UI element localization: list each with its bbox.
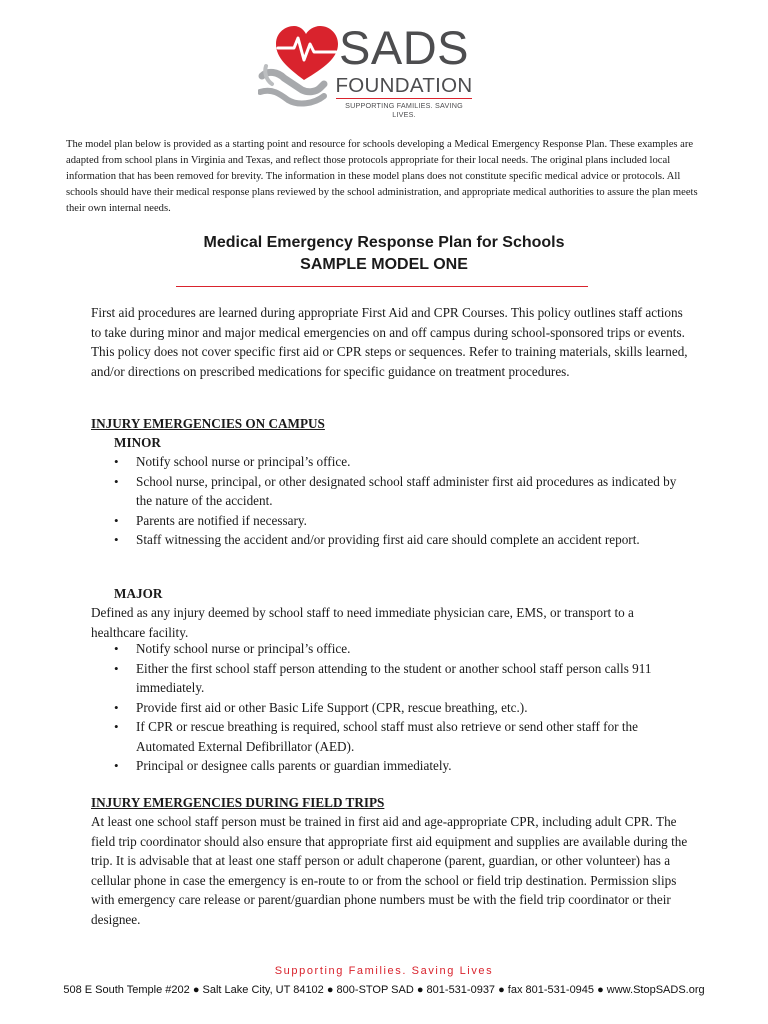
list-item: • School nurse, principal, or other designated school staff administer first aid procedures as indicated by the nature of the accident. xyxy=(114,472,684,511)
list-item: • If CPR or rescue breathing is required, school staff must also retrieve or send other staff for the Automated External Defibrillator (AED). xyxy=(114,717,684,756)
major-heading: MAJOR xyxy=(114,586,163,601)
document-title: Medical Emergency Response Plan for Schools xyxy=(203,234,565,251)
major-definition: Defined as any injury deemed by school staff to need immediate physician care, EMS, or transport to a healthcare facility. xyxy=(91,605,634,640)
list-item: • Notify school nurse or principal’s office. xyxy=(114,452,684,472)
list-item: • Principal or designee calls parents or guardian immediately. xyxy=(114,756,684,776)
opening-paragraph: First aid procedures are learned during appropriate First Aid and CPR Courses. This policy outlines staff actions to take during minor and major medical emergencies on and off campus during school-sponsored trips or events. This policy does not cover specific first aid or CPR steps or sequences. Refer to training materials, skills learned, and/or directions on prescribed medications for specific guidance on treatment procedures. xyxy=(91,305,688,379)
logo-name: SADS xyxy=(339,21,469,74)
title-divider xyxy=(176,286,588,287)
list-item: • Staff witnessing the accident and/or providing first aid care should complete an accident report. xyxy=(114,530,684,550)
field-trip-paragraph: At least one school staff person must be trained in first aid and age-appropriate CPR, including adult CPR. The field trip coordinator should also ensure that appropriate first aid equipment and supplies are available during the trip. It is advisable that at least one staff person or adult chaperone (parent, guardian, or other volunteer) has a cellular phone in case the emergency is en-route to or from the school or field trip destination. Permission slips with emergency care release or parent/guardian phone numbers must be with the field trip coordinator or their designee. xyxy=(91,814,688,927)
list-item: • Parents are notified if necessary. xyxy=(114,511,684,531)
list-item: • Provide first aid or other Basic Life Support (CPR, rescue breathing, etc.). xyxy=(114,698,684,718)
minor-heading: MINOR xyxy=(114,435,161,450)
minor-bullet-list xyxy=(114,452,684,550)
list-item: • Either the first school staff person attending to the student or another school staff person calls 911 immediately. xyxy=(114,659,684,698)
major-bullet-list xyxy=(114,639,684,776)
logo-tagline: SUPPORTING FAMILIES. SAVING LIVES. xyxy=(345,101,463,119)
section-heading-field-trips: INJURY EMERGENCIES DURING FIELD TRIPS xyxy=(91,795,385,810)
intro-paragraph: The model plan below is provided as a starting point and resource for schools developing a Medical Emergency Response Plan. These examples are adapted from school plans in Virginia and Texas, and reflect those protocols appropriate for their local needs. The original plans included local information that has been removed for brevity. The information in these model plans does not constitute specific medical advice or protocols. All schools should have their medical response plans reviewed by the school administration, and appropriate medical authorities to assure the plan meets their own internal needs. xyxy=(66,139,698,214)
sads-logo xyxy=(258,14,474,119)
logo-divider xyxy=(336,98,472,99)
list-item: • Notify school nurse or principal’s office. xyxy=(114,639,684,659)
footer-tagline: Supporting Families. Saving Lives xyxy=(274,965,494,977)
footer-address: 508 E South Temple #202 ● Salt Lake City, UT 84102 ● 800-STOP SAD ● 801-531-0937 ● fax 801-531-0945 ● www.StopSADS.org xyxy=(63,984,705,996)
section-heading-campus: INJURY EMERGENCIES ON CAMPUS xyxy=(91,416,325,431)
logo-foundation: FOUNDATION xyxy=(335,74,473,97)
document-subtitle: SAMPLE MODEL ONE xyxy=(300,256,468,273)
